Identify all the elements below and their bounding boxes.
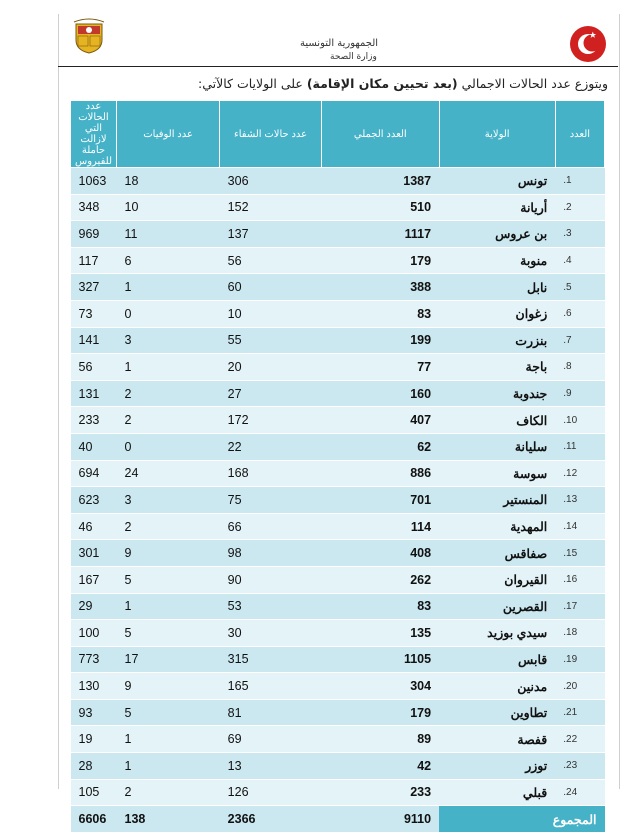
row-index: 12. <box>555 460 604 487</box>
row-governorate: تطاوين <box>439 699 555 726</box>
row-index: 11. <box>555 433 604 460</box>
row-index: 8. <box>555 354 604 381</box>
row-active: 56 <box>71 354 117 381</box>
row-deaths: 5 <box>117 620 220 647</box>
sum-total: 9110 <box>322 806 440 833</box>
table-row <box>71 274 605 301</box>
row-governorate: بن عروس <box>439 221 555 248</box>
table-row <box>71 779 605 806</box>
row-recovered: 315 <box>220 646 322 673</box>
row-index: 22. <box>555 726 604 753</box>
row-total: 886 <box>322 460 440 487</box>
table-row <box>71 433 605 460</box>
header-recovered: عدد حالات الشفاء <box>220 101 322 168</box>
row-total: 1117 <box>322 221 440 248</box>
row-active: 773 <box>71 646 117 673</box>
header-republic: الجمهورية التونسية <box>300 38 379 49</box>
row-index: 1. <box>555 168 604 195</box>
row-index: 24. <box>555 779 604 806</box>
row-governorate: قفصة <box>439 726 555 753</box>
row-recovered: 10 <box>220 300 322 327</box>
row-index: 16. <box>555 566 604 593</box>
row-total: 262 <box>322 566 440 593</box>
row-deaths: 2 <box>117 407 220 434</box>
row-deaths: 3 <box>117 327 220 354</box>
row-recovered: 306 <box>220 168 322 195</box>
row-index: 6. <box>555 300 604 327</box>
row-active: 40 <box>71 433 117 460</box>
row-index: 21. <box>555 699 604 726</box>
row-active: 93 <box>71 699 117 726</box>
row-active: 694 <box>71 460 117 487</box>
row-governorate: القصرين <box>439 593 555 620</box>
table-row <box>71 327 605 354</box>
row-total: 83 <box>322 300 440 327</box>
row-deaths: 2 <box>117 779 220 806</box>
header-divider <box>58 66 618 67</box>
row-index: 23. <box>555 753 604 780</box>
row-recovered: 75 <box>220 487 322 514</box>
row-active: 46 <box>71 513 117 540</box>
row-active: 29 <box>71 593 117 620</box>
table-row <box>71 247 605 274</box>
cases-by-governorate-table <box>70 100 605 833</box>
header-governorate: الولاية <box>439 101 555 168</box>
row-governorate: الكاف <box>439 407 555 434</box>
row-recovered: 165 <box>220 673 322 700</box>
row-deaths: 5 <box>117 566 220 593</box>
sum-deaths: 138 <box>117 806 220 833</box>
row-index: 2. <box>555 194 604 221</box>
row-active: 105 <box>71 779 117 806</box>
table-row <box>71 221 605 248</box>
row-active: 131 <box>71 380 117 407</box>
tunisia-emblem-icon <box>72 18 106 54</box>
row-governorate: المنستير <box>439 487 555 514</box>
row-total: 388 <box>322 274 440 301</box>
row-active: 73 <box>71 300 117 327</box>
row-recovered: 152 <box>220 194 322 221</box>
sum-recovered: 2366 <box>220 806 322 833</box>
row-index: 14. <box>555 513 604 540</box>
row-governorate: زغوان <box>439 300 555 327</box>
row-governorate: منوبة <box>439 247 555 274</box>
row-deaths: 1 <box>117 354 220 381</box>
row-governorate: جندوبة <box>439 380 555 407</box>
row-recovered: 81 <box>220 699 322 726</box>
row-deaths: 0 <box>117 433 220 460</box>
row-active: 623 <box>71 487 117 514</box>
row-governorate: باجة <box>439 354 555 381</box>
intro-before: ويتوزع عدد الحالات الاجمالي <box>457 76 608 91</box>
table-row <box>71 194 605 221</box>
table-row <box>71 380 605 407</box>
row-governorate: مدنين <box>439 673 555 700</box>
row-active: 19 <box>71 726 117 753</box>
row-total: 89 <box>322 726 440 753</box>
row-total: 304 <box>322 673 440 700</box>
row-deaths: 0 <box>117 300 220 327</box>
table-row <box>71 540 605 567</box>
row-governorate: قبلي <box>439 779 555 806</box>
row-recovered: 30 <box>220 620 322 647</box>
row-total: 407 <box>322 407 440 434</box>
row-total: 179 <box>322 699 440 726</box>
row-index: 9. <box>555 380 604 407</box>
table-row <box>71 646 605 673</box>
header-ministry: وزارة الصحة <box>330 52 377 62</box>
row-recovered: 126 <box>220 779 322 806</box>
table-row <box>71 460 605 487</box>
row-recovered: 60 <box>220 274 322 301</box>
row-total: 1105 <box>322 646 440 673</box>
row-total: 83 <box>322 593 440 620</box>
row-index: 17. <box>555 593 604 620</box>
row-active: 1063 <box>71 168 117 195</box>
row-deaths: 10 <box>117 194 220 221</box>
row-governorate: بنزرت <box>439 327 555 354</box>
row-governorate: توزر <box>439 753 555 780</box>
row-active: 348 <box>71 194 117 221</box>
row-active: 167 <box>71 566 117 593</box>
row-total: 135 <box>322 620 440 647</box>
row-recovered: 53 <box>220 593 322 620</box>
row-index: 7. <box>555 327 604 354</box>
row-governorate: المهدية <box>439 513 555 540</box>
row-active: 130 <box>71 673 117 700</box>
row-total: 199 <box>322 327 440 354</box>
row-governorate: قابس <box>439 646 555 673</box>
row-index: 13. <box>555 487 604 514</box>
row-recovered: 98 <box>220 540 322 567</box>
row-deaths: 2 <box>117 513 220 540</box>
row-deaths: 5 <box>117 699 220 726</box>
row-total: 233 <box>322 779 440 806</box>
row-recovered: 22 <box>220 433 322 460</box>
row-index: 19. <box>555 646 604 673</box>
table-row <box>71 620 605 647</box>
row-deaths: 1 <box>117 593 220 620</box>
row-recovered: 137 <box>220 221 322 248</box>
row-total: 1387 <box>322 168 440 195</box>
row-deaths: 2 <box>117 380 220 407</box>
row-governorate: أريانة <box>439 194 555 221</box>
row-total: 701 <box>322 487 440 514</box>
row-deaths: 9 <box>117 673 220 700</box>
table-row <box>71 354 605 381</box>
row-active: 327 <box>71 274 117 301</box>
table-sum-row <box>71 806 605 833</box>
row-deaths: 6 <box>117 247 220 274</box>
header-total: العدد الجملي <box>322 101 440 168</box>
row-deaths: 24 <box>117 460 220 487</box>
row-deaths: 9 <box>117 540 220 567</box>
row-recovered: 172 <box>220 407 322 434</box>
table-row <box>71 566 605 593</box>
row-index: 18. <box>555 620 604 647</box>
row-deaths: 3 <box>117 487 220 514</box>
row-active: 301 <box>71 540 117 567</box>
header-index: العدد <box>555 101 604 168</box>
row-total: 77 <box>322 354 440 381</box>
table-row <box>71 673 605 700</box>
row-recovered: 27 <box>220 380 322 407</box>
row-active: 100 <box>71 620 117 647</box>
header-deaths: عدد الوفيات <box>117 101 220 168</box>
table-row <box>71 487 605 514</box>
row-total: 62 <box>322 433 440 460</box>
row-deaths: 1 <box>117 274 220 301</box>
red-crescent-logo-icon <box>568 24 608 64</box>
row-governorate: تونس <box>439 168 555 195</box>
row-active: 969 <box>71 221 117 248</box>
row-index: 3. <box>555 221 604 248</box>
table-row <box>71 300 605 327</box>
row-recovered: 13 <box>220 753 322 780</box>
row-index: 15. <box>555 540 604 567</box>
row-deaths: 11 <box>117 221 220 248</box>
row-governorate: القيروان <box>439 566 555 593</box>
sum-active: 6606 <box>71 806 117 833</box>
table-row <box>71 407 605 434</box>
table-row <box>71 593 605 620</box>
row-active: 141 <box>71 327 117 354</box>
table-row <box>71 726 605 753</box>
row-governorate: سوسة <box>439 460 555 487</box>
row-recovered: 56 <box>220 247 322 274</box>
row-deaths: 1 <box>117 753 220 780</box>
row-index: 5. <box>555 274 604 301</box>
row-governorate: نابل <box>439 274 555 301</box>
row-index: 20. <box>555 673 604 700</box>
row-deaths: 18 <box>117 168 220 195</box>
row-deaths: 17 <box>117 646 220 673</box>
row-index: 10. <box>555 407 604 434</box>
intro-sentence <box>198 76 608 91</box>
sum-label: المجموع <box>439 806 604 833</box>
row-total: 114 <box>322 513 440 540</box>
row-recovered: 20 <box>220 354 322 381</box>
intro-bold: (بعد تحيين مكان الإقامة) <box>306 76 458 91</box>
row-active: 233 <box>71 407 117 434</box>
row-recovered: 55 <box>220 327 322 354</box>
header-active: عدد الحالات التي لازالت حاملة للفيروس <box>71 101 117 168</box>
row-total: 160 <box>322 380 440 407</box>
row-total: 510 <box>322 194 440 221</box>
row-recovered: 168 <box>220 460 322 487</box>
row-total: 42 <box>322 753 440 780</box>
row-recovered: 69 <box>220 726 322 753</box>
row-active: 28 <box>71 753 117 780</box>
row-recovered: 90 <box>220 566 322 593</box>
table-row <box>71 168 605 195</box>
row-active: 117 <box>71 247 117 274</box>
row-governorate: صفاقس <box>439 540 555 567</box>
row-total: 179 <box>322 247 440 274</box>
row-recovered: 66 <box>220 513 322 540</box>
intro-after: على الولايات كالآتي: <box>197 76 307 91</box>
row-governorate: سليانة <box>439 433 555 460</box>
row-governorate: سيدي بوزيد <box>439 620 555 647</box>
row-index: 4. <box>555 247 604 274</box>
row-total: 408 <box>322 540 440 567</box>
row-deaths: 1 <box>117 726 220 753</box>
table-row <box>71 753 605 780</box>
table-header-row <box>71 101 605 168</box>
table-row <box>71 513 605 540</box>
table-row <box>71 699 605 726</box>
